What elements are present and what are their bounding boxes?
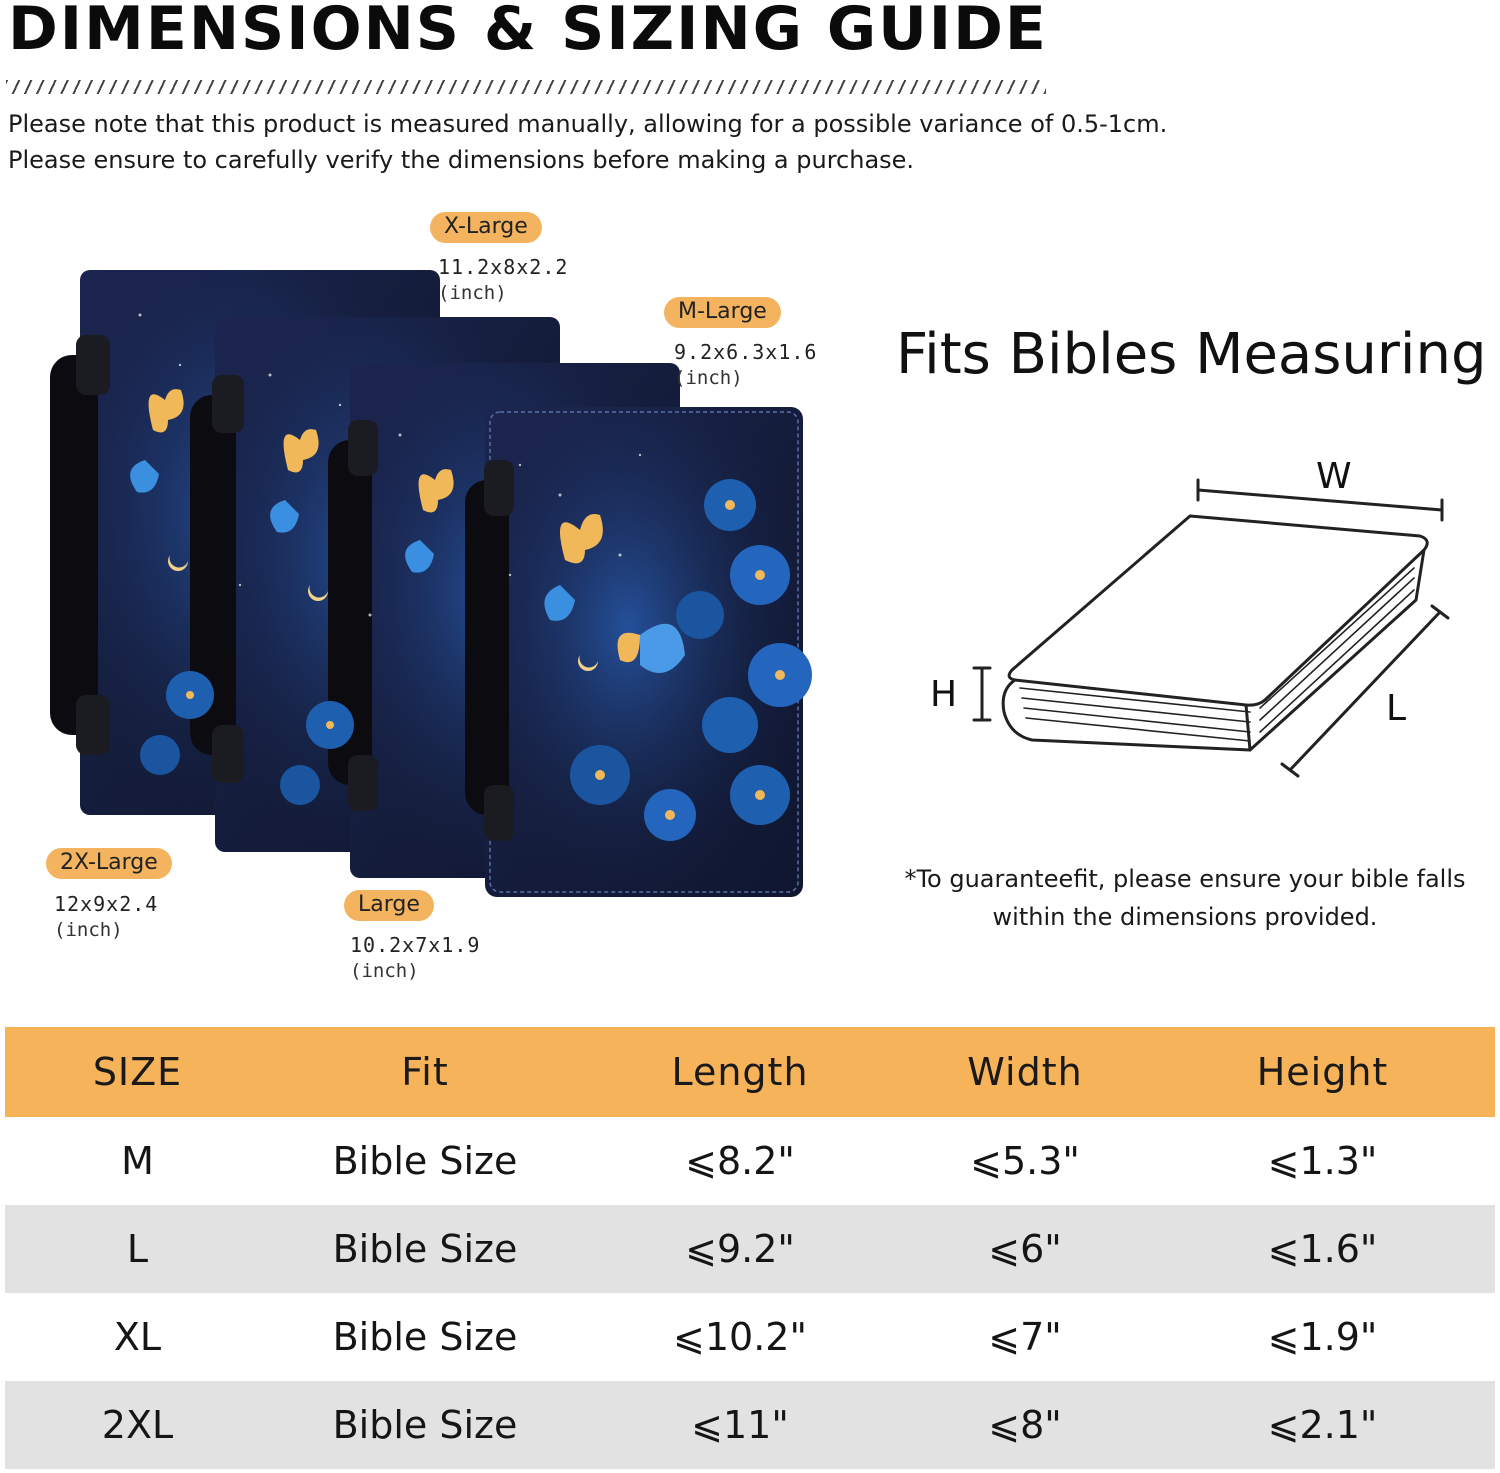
dims-large: 10.2x7x1.9 bbox=[350, 933, 481, 957]
cell-length: ⩽8.2" bbox=[685, 1139, 795, 1183]
header-fit: Fit bbox=[401, 1050, 449, 1094]
label-x-large: X-Large bbox=[430, 212, 542, 243]
size-table bbox=[5, 1027, 1495, 1469]
dims-2x-large: 12x9x2.4 bbox=[54, 892, 159, 916]
variance-note: Please note that this product is measured manually, allowing for a possible variance of 0.5-1cm. bbox=[8, 110, 1168, 138]
cell-fit: Bible Size bbox=[332, 1139, 518, 1183]
length-label: L bbox=[1386, 688, 1407, 729]
cell-fit: Bible Size bbox=[332, 1403, 518, 1447]
unit-large: (inch) bbox=[350, 960, 419, 982]
fits-heading: Fits Bibles Measuring bbox=[896, 322, 1487, 387]
unit-2x-large: (inch) bbox=[54, 919, 123, 941]
unit-x-large: (inch) bbox=[438, 282, 507, 304]
header-height: Height bbox=[1256, 1050, 1389, 1094]
cell-height: ⩽1.6" bbox=[1267, 1227, 1378, 1271]
dims-x-large: 11.2x8x2.2 bbox=[438, 255, 569, 279]
cell-size: L bbox=[126, 1227, 149, 1271]
cell-length: ⩽11" bbox=[691, 1403, 789, 1447]
cell-height: ⩽1.9" bbox=[1267, 1315, 1378, 1359]
verify-note: Please ensure to carefully verify the dimensions before making a purchase. bbox=[8, 146, 915, 174]
header-width: Width bbox=[967, 1050, 1083, 1094]
cell-width: ⩽6" bbox=[988, 1227, 1062, 1271]
header-length: Length bbox=[671, 1050, 809, 1094]
book-outline-icon bbox=[920, 450, 1480, 790]
width-label: W bbox=[1316, 456, 1352, 497]
label-m-large: M-Large bbox=[664, 297, 781, 328]
cell-height: ⩽2.1" bbox=[1267, 1403, 1378, 1447]
table-row bbox=[5, 1381, 1495, 1469]
guarantee-note bbox=[880, 860, 1490, 936]
table-row bbox=[5, 1293, 1495, 1381]
cover-m-large bbox=[465, 407, 812, 897]
cell-width: ⩽7" bbox=[988, 1315, 1062, 1359]
guarantee-line-1: *To guaranteefit, please ensure your bible falls bbox=[904, 865, 1466, 893]
cell-size: XL bbox=[113, 1315, 162, 1359]
page-title: DIMENSIONS & SIZING GUIDE bbox=[8, 0, 1048, 64]
cell-height: ⩽1.3" bbox=[1267, 1139, 1378, 1183]
label-2x-large: 2X-Large bbox=[46, 848, 172, 879]
product-size-comparison bbox=[40, 214, 820, 941]
unit-m-large: (inch) bbox=[674, 367, 743, 389]
hatch-divider bbox=[6, 80, 1046, 94]
dims-m-large: 9.2x6.3x1.6 bbox=[674, 340, 818, 364]
cell-fit: Bible Size bbox=[332, 1227, 518, 1271]
cell-size: 2XL bbox=[101, 1403, 174, 1447]
label-large: Large bbox=[344, 890, 434, 921]
cell-length: ⩽10.2" bbox=[673, 1315, 807, 1359]
cell-length: ⩽9.2" bbox=[685, 1227, 795, 1271]
cell-fit: Bible Size bbox=[332, 1315, 518, 1359]
table-row bbox=[5, 1117, 1495, 1205]
height-label: H bbox=[930, 674, 958, 715]
table-header-row bbox=[5, 1027, 1495, 1117]
table-row bbox=[5, 1205, 1495, 1293]
bible-dimension-diagram bbox=[920, 450, 1480, 790]
guarantee-line-2: within the dimensions provided. bbox=[992, 903, 1378, 931]
cell-size: M bbox=[121, 1139, 154, 1183]
cell-width: ⩽5.3" bbox=[970, 1139, 1080, 1183]
header-size: SIZE bbox=[92, 1050, 183, 1094]
cell-width: ⩽8" bbox=[988, 1403, 1062, 1447]
